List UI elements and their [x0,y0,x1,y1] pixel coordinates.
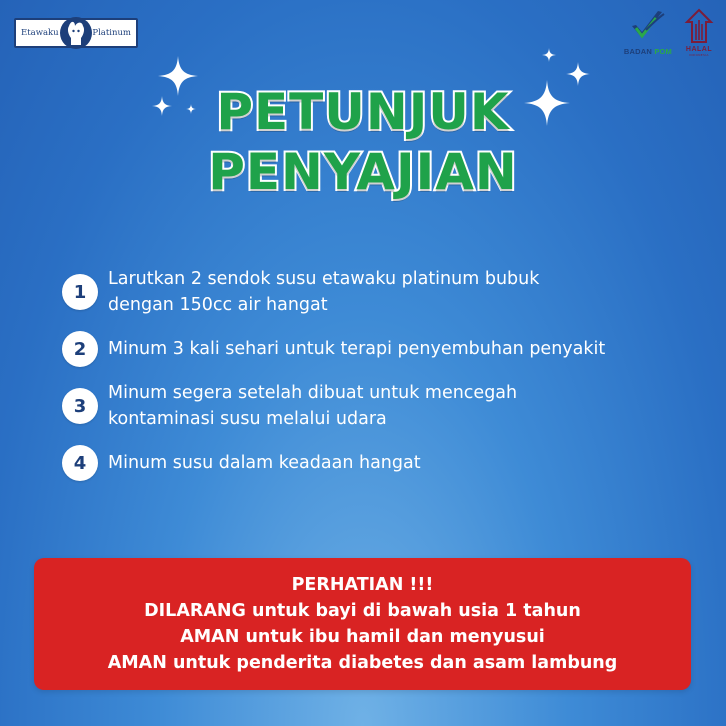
step-text: Larutkan 2 sendok susu etawaku platinum bubuk dengan 150cc air hangat [108,269,540,315]
halal-label: HALAL [685,46,713,53]
warning-heading: PERHATIAN !!! [291,575,434,595]
sparkle-tiny-icon [542,48,556,62]
step-text: Minum 3 kali sehari untuk terapi penyembuhan penyakit [108,339,606,359]
warning-line: AMAN untuk ibu hamil dan menyusui [180,627,545,647]
badan-pom-badge [624,8,672,56]
instruction-step [62,336,702,362]
halal-sub-label: INDONESIA [689,53,709,57]
brand-right-text: Platinum [92,28,131,38]
step-text: Minum susu dalam keadaan hangat [108,453,421,473]
halal-badge [684,8,714,57]
badan-pom-label: BADAN POM [623,47,672,56]
certification-badges [624,8,714,57]
instruction-step [62,450,702,476]
instruction-step [62,266,702,318]
step-number-badge: 2 [62,331,98,367]
instruction-step [62,380,702,432]
brand-logo [14,18,138,48]
step-number-badge: 1 [62,274,98,310]
warning-line: AMAN untuk penderita diabetes dan asam lambung [107,653,618,673]
step-text: Minum segera setelah dibuat untuk mencegah kontaminasi susu melalui udara [108,383,518,429]
instruction-list [62,266,702,494]
page-title [0,82,726,202]
brand-left-text: Etawaku [21,28,59,38]
goat-logo-icon [59,16,93,50]
halal-icon [684,8,714,46]
step-number-badge: 3 [62,388,98,424]
badan-pom-check-icon [628,8,668,46]
step-number-badge: 4 [62,445,98,481]
warning-box [34,558,691,690]
title-line-2: PENYAJIAN [208,143,518,201]
warning-line: DILARANG untuk bayi di bawah usia 1 tahun [144,601,581,621]
title-line-1: PETUNJUK [216,83,510,141]
